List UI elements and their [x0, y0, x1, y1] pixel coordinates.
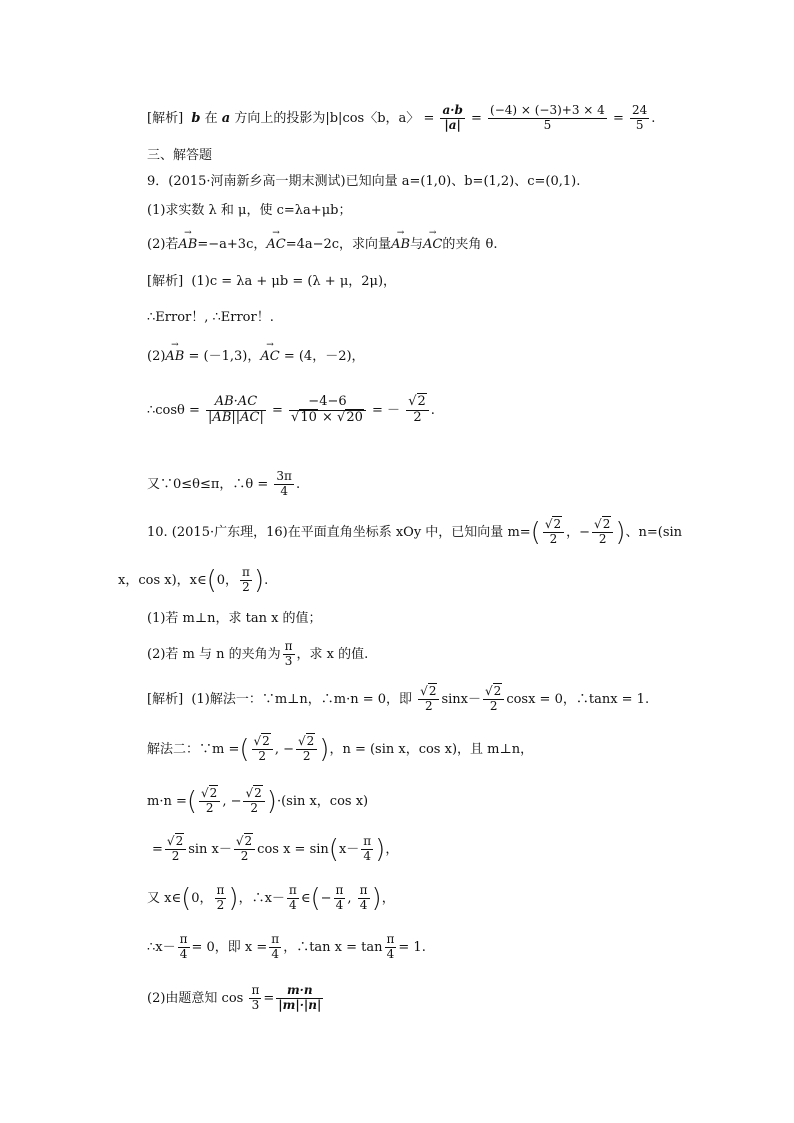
fraction: $\frac{-4-6}{√10 \times √20}$: [289, 395, 366, 426]
question-10-title-line2: x，cos x)，x∈(0， $\frac{\pi}{2}$ ).: [118, 565, 269, 596]
question-10-part1: (1)若 m⊥n，求 tan x 的值；: [147, 611, 322, 626]
section-heading: 三、解答题: [147, 148, 213, 163]
question-10-title-line1: 10. (2015·广东理，16)在平面直角坐标系 xOy 中，已知向量 m=( $\frac{√2}{2}$ ，− $\frac{√2}{2}$ )、n=(sin: [147, 517, 683, 548]
q10-solution-3: m·n =( $\frac{√2}{2}$ , − $\frac{√2}{2}$ )·(sin x，cos x): [147, 786, 369, 817]
q9-solution-2: ∴Error！, ∴Error！.: [147, 310, 274, 325]
fraction: $\frac{a\cdot b}{|a|}$: [442, 103, 463, 132]
fraction: $\frac{AB\cdot AC}{|AB||AC|}$: [208, 394, 264, 425]
fraction: $\frac{(-4) \times (-3)+3 \times 4}{5}$: [490, 103, 605, 132]
q10-solution-2: 解法二：∵m =( $\frac{√2}{2}$ , − $\frac{√2}{2}$ )，n = (sin x，cos x)，且 m⊥n，: [147, 734, 534, 765]
question-9-part2: (2)若→ AB=−a+3c，→ AC=4a−2c，求向量→ AB与→ AC的夹角 θ.: [147, 238, 497, 251]
q9-solution-cos: ∴cosθ = $\frac{AB\cdot AC}{|AB||AC|}$ = $\frac{-4-6}{√10 \times √20}$ = － $\frac{√2}{2}$ .: [147, 394, 435, 425]
q10-solution-7: (2)由题意知 cos $\frac{\pi}{3}$ = $\frac{m\cdot n}{|m|\cdot|n|}$: [147, 983, 322, 1012]
q10-solution-1: [解析] (1)解法一：∵m⊥n，∴m·n = 0，即 $\frac{√2}{2}$ sinx－ $\frac{√2}{2}$ cosx = 0，∴tanx = 1.: [147, 684, 650, 713]
q10-solution-6: ∴x－ $\frac{\pi}{4}$ = 0，即 x = $\frac{\pi}{4}$ ，∴tan x = tan $\frac{\pi}{4}$ = 1.: [147, 932, 426, 961]
question-10-part2: (2)若 m 与 n 的夹角为 $\frac{\pi}{3}$ ，求 x 的值.: [147, 639, 369, 668]
solution-label: [解析]: [147, 110, 184, 126]
question-9-title: 9．(2015·河南新乡高一期末测试)已知向量 a=(1,0)、b=(1,2)、c=(0,1).: [147, 174, 581, 189]
question-9-part1: (1)求实数 λ 和 μ，使 c=λa+μb；: [147, 203, 352, 218]
fraction: $\frac{3\pi}{4}$: [276, 469, 292, 498]
fraction: $\frac{24}{5}$: [632, 103, 648, 132]
q10-solution-4: = $\frac{√2}{2}$ sin x－ $\frac{√2}{2}$ cos x = sin(x－ $\frac{\pi}{4}$ )，: [152, 834, 399, 865]
q9-solution-3: (2)→ AB = (－1,3)，→ AC = (4，－2)，: [147, 350, 365, 363]
q9-solution-theta: 又∵0≤θ≤π，∴θ = $\frac{3\pi}{4}$ .: [147, 469, 301, 498]
fraction: $\frac{√2}{2}$: [406, 395, 429, 426]
q10-solution-5: 又 x∈(0， $\frac{\pi}{2}$ )，∴x－ $\frac{\pi}{4}$ ∈(− $\frac{\pi}{4}$ , $\frac{\pi}{4}$ )，: [147, 883, 395, 914]
q9-solution-1: [解析] (1)c = λa + μb = (λ + μ，2μ)，: [147, 274, 397, 289]
solution-line-projection: [解析] b 在 a 方向上的投影为|b|cos〈b，a〉 = $\frac{a\cdot b}{|a|}$ = $\frac{(-4) \times (-3)+3 \times 4}{5}$ = $\frac{24}{5}$ .: [147, 103, 656, 132]
